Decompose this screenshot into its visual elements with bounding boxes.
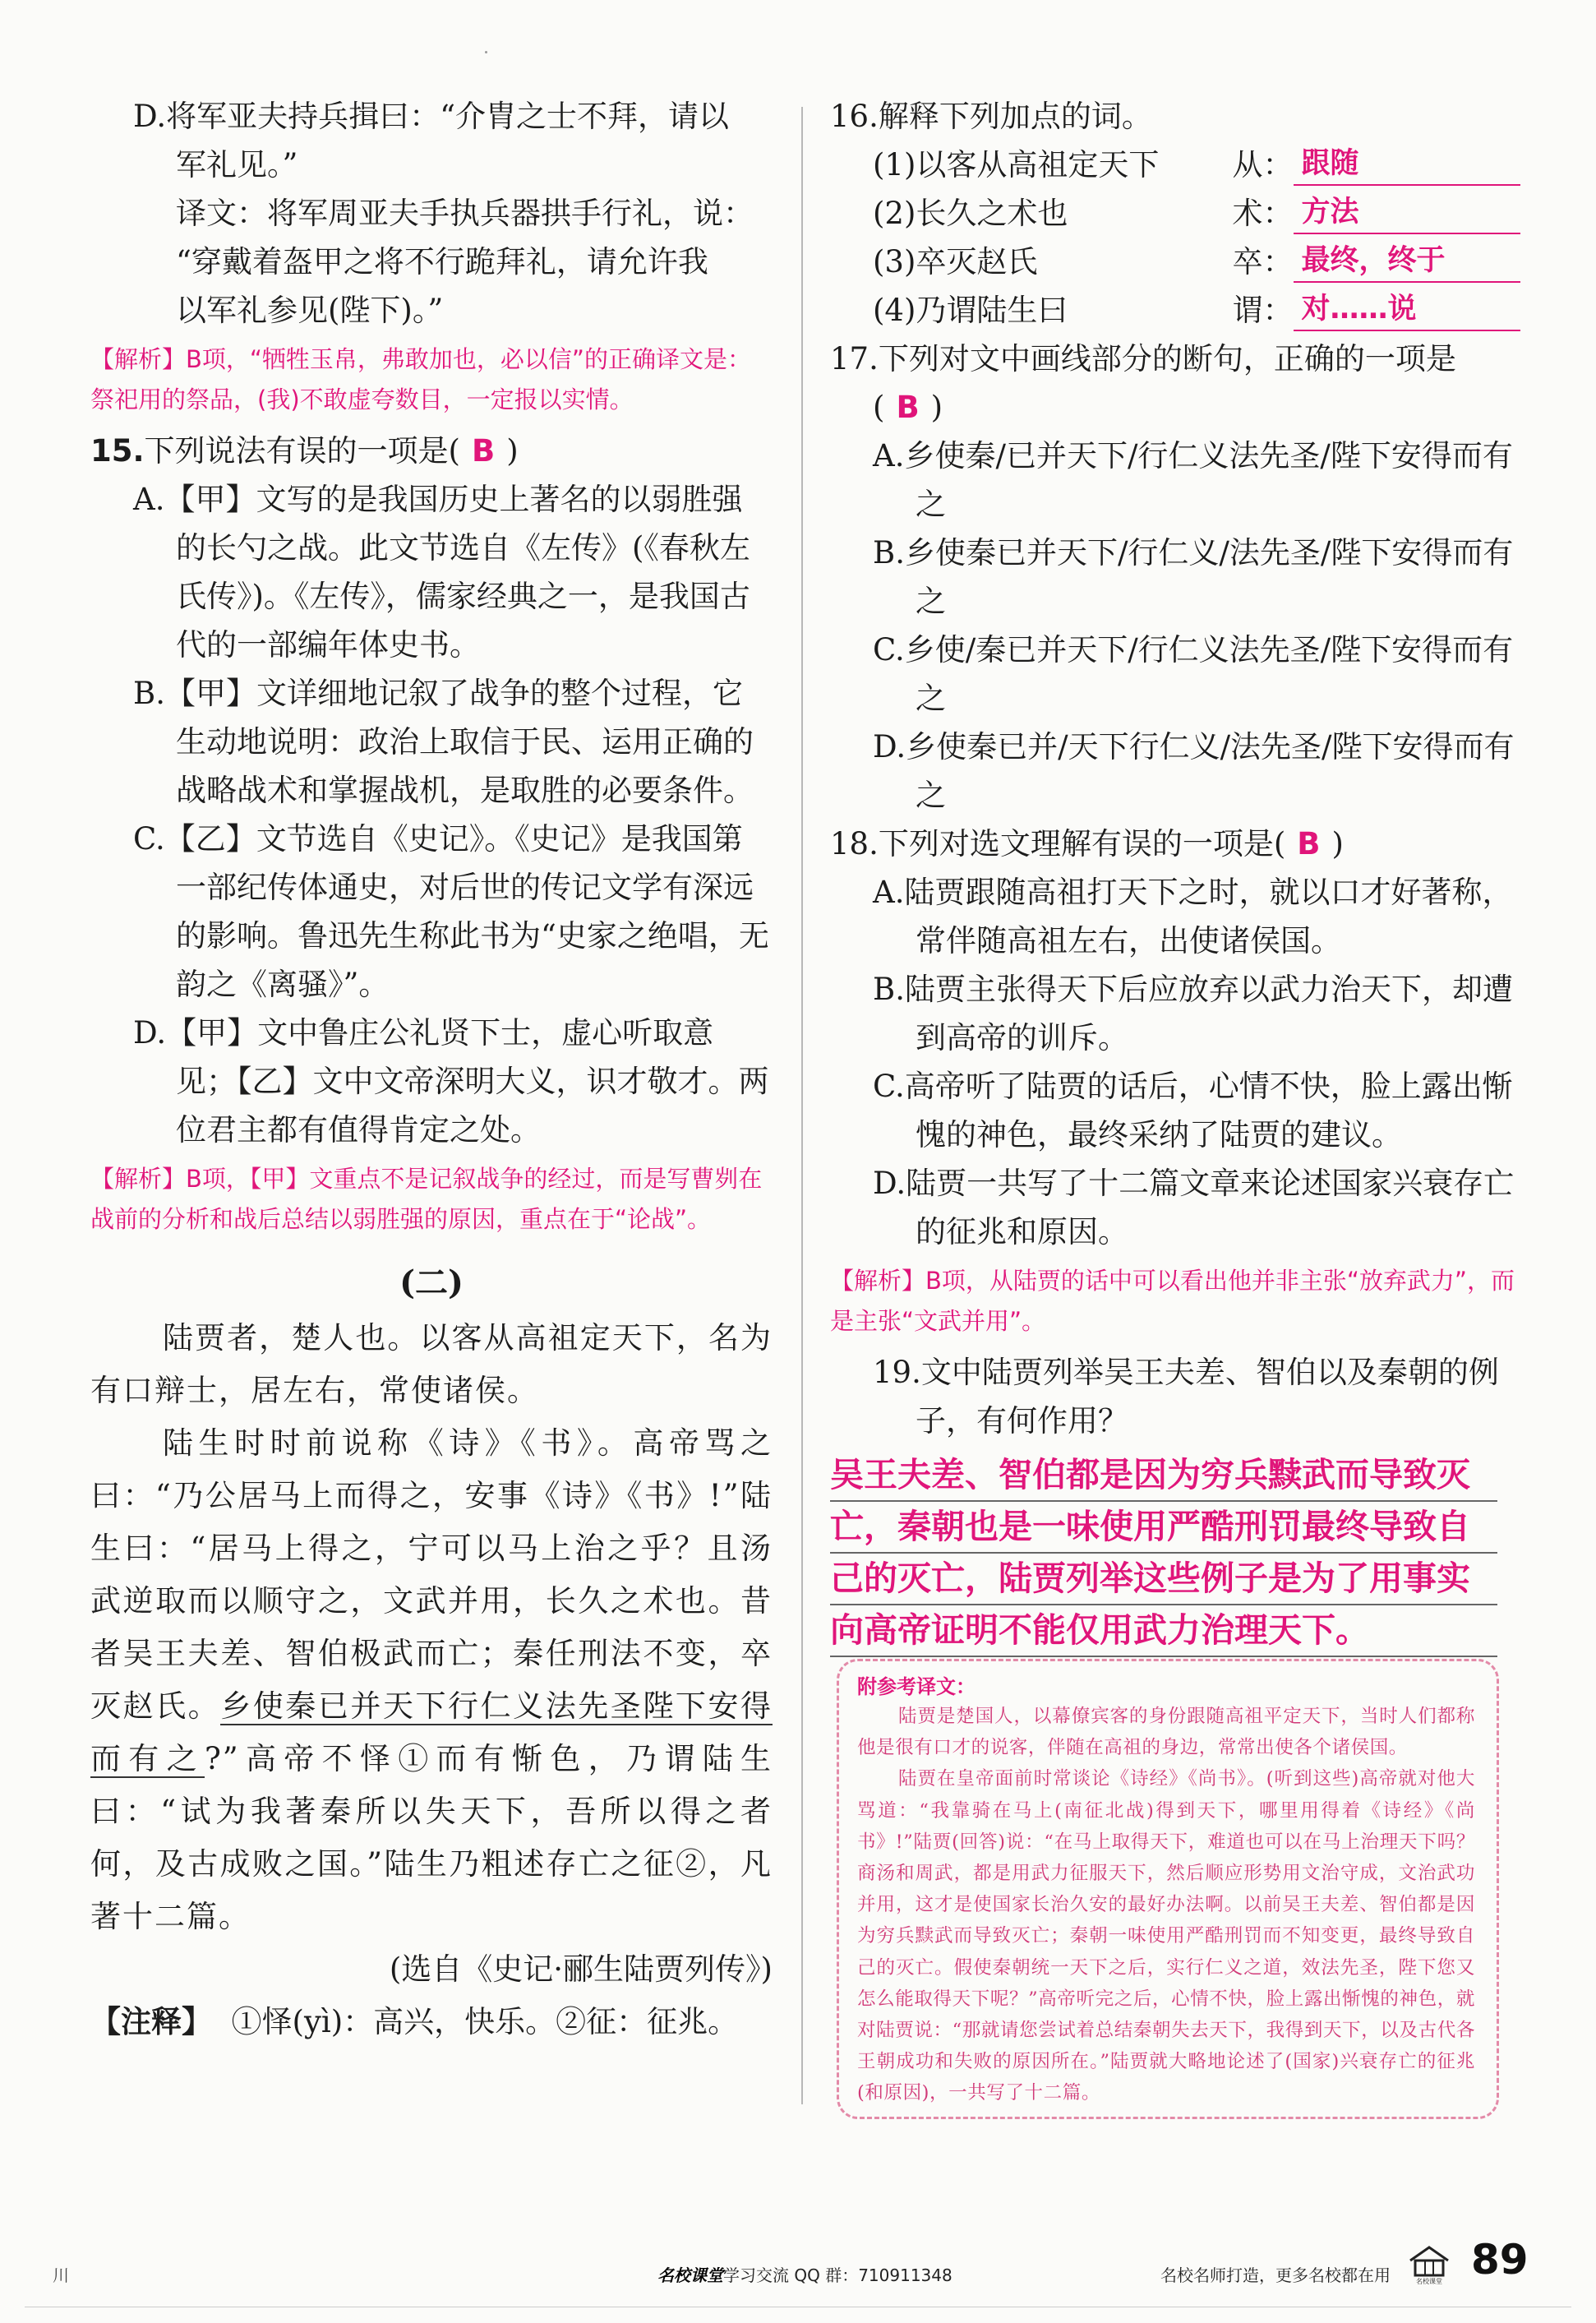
q16-answer-3: 最终，终于 <box>1294 240 1520 283</box>
q16-phrase-1: (1)以客从高祖定天下 <box>873 147 1160 182</box>
q14-analysis-line1: 【解析】B项，“牺牲玉帛，弗敢加也，必以信”的正确译文是： <box>90 345 751 373</box>
q15-analysis: 【解析】B项，【甲】文重点不是记叙战争的经过，而是写曹刿在战前的分析和战后总结以弱胜强的原因，重点在于“论战”。 <box>90 1165 763 1233</box>
annotations-label: 【注释】 <box>90 2004 212 2039</box>
brand-logo-icon <box>1405 2242 1453 2285</box>
reference-title: 附参考译文： <box>857 1675 976 1698</box>
q16-key-4: 谓： <box>1232 293 1294 328</box>
q15-answer: B <box>471 433 496 469</box>
q16-item-3 <box>830 238 1520 286</box>
q18-option-a: A.陆贾跟随高祖打天下之时，就以口才好著称，常伴随高祖左右，出使诸侯国。 <box>873 875 1513 958</box>
q16-item-2 <box>830 189 1520 238</box>
q16-item-1 <box>830 141 1520 189</box>
q18-stem-text: 18.下列对选文理解有误的一项是( <box>830 826 1286 861</box>
q18-option-b: B.陆贾主张得天下后应放弃以武力治天下，却遭到高帝的训斥。 <box>873 972 1513 1055</box>
q15-option-d: D.【甲】文中鲁庄公礼贤下士，虚心听取意见；【乙】文中文帝深明大义，识才敬才。两位君主都有值得肯定之处。 <box>133 1015 769 1148</box>
q18-option-d: D.陆贾一共写了十二篇文章来论述国家兴衰存亡的征兆和原因。 <box>873 1166 1515 1249</box>
q16-phrase-3: (3)卒灭赵氏 <box>873 244 1038 279</box>
q16-item-4 <box>830 286 1520 335</box>
q19-answer <box>830 1450 1497 1657</box>
right-column <box>830 92 1520 1657</box>
q16-stem: 16.解释下列加点的词。 <box>830 99 1152 134</box>
q18-answer: B <box>1297 826 1321 861</box>
q16-key-1: 从： <box>1232 147 1294 182</box>
q14-analysis <box>90 339 773 420</box>
q17-option-a: A.乡使秦/已并天下/行仁义法先圣/陛下安得而有之 <box>873 438 1513 522</box>
q15-option-b: B.【甲】文详细地记叙了战争的整个过程，它生动地说明：政治上取信于民、运用正确的战略战术和掌握战机，是取胜的必要条件。 <box>133 676 754 808</box>
q19-answer-line-3: 己的灭亡，陆贾列举这些例子是为了用事实 <box>830 1554 1497 1605</box>
q15-option-a: A.【甲】文写的是我国历史上著名的以弱胜强的长勺之战。此文节选自《左传》(《春秋左氏传》)。《左传》，儒家经典之一，是我国古代的一部编年体史书。 <box>133 482 750 663</box>
passage-paragraph-2 <box>90 1417 773 1943</box>
footer-region-mark: 川 <box>53 2265 69 2285</box>
q19-answer-line-2: 亡，秦朝也是一味使用严酷刑罚最终导致自 <box>830 1502 1497 1554</box>
q14-translation-2: “穿戴着盔甲之将不行跪拜礼，请允许我 <box>176 244 708 279</box>
reference-translation-box <box>837 1659 1499 2119</box>
q14-option-d: D.将军亚夫持兵揖曰：“介胄之士不拜，请以 <box>133 99 730 134</box>
q15-stem-text: 下列说法有误的一项是( <box>144 433 460 469</box>
q16-key-3: 卒： <box>1232 244 1294 279</box>
q14-option-d-cont: 军礼见。” <box>176 147 298 182</box>
q17-option-c: C.乡使/秦已并天下/行仁义法先圣/陛下安得而有之 <box>873 632 1514 716</box>
q19-answer-line-4: 向高帝证明不能仅用武力治理天下。 <box>830 1605 1497 1657</box>
reference-paragraph-1: 陆贾是楚国人，以幕僚宾客的身份跟随高祖平定天下，当时人们都称他是很有口才的说客，伴随在高祖的身边，常常出使各个诸侯国。 <box>857 1706 1475 1759</box>
q15-stem <box>90 427 773 475</box>
left-column <box>90 92 773 2048</box>
q17-option-b: B.乡使秦已并天下/行仁义/法先圣/陛下安得而有之 <box>873 535 1514 619</box>
q16-phrase-4: (4)乃谓陆生曰 <box>873 293 1068 328</box>
q14-analysis-line2: 祭祀用的祭品，(我)不敢虚夸数目，一定报以实情。 <box>90 386 634 413</box>
q18-stem-close: ) <box>1331 826 1344 861</box>
q19-answer-line-1: 吴王夫差、智伯都是因为穷兵黩武而导致灭 <box>830 1450 1497 1502</box>
annotations-text: ①怿(yì)：高兴，快乐。②征：征兆。 <box>231 2004 739 2039</box>
footer-qq-text: 学习交流 QQ 群：710911348 <box>723 2265 953 2285</box>
passage-p2-text-b: ?”高帝不怿①而有惭色，乃谓陆生曰：“试为我著秦所以失天下，吾所以得之者何，及古成败之国。”陆生乃粗述存亡之征②，凡著十二篇。 <box>90 1741 773 1934</box>
q14-translation-1: 译文：将军周亚夫手执兵器拱手行礼，说： <box>176 196 754 231</box>
q15-stem-close: ) <box>506 433 519 469</box>
q16-key-2: 术： <box>1232 196 1294 231</box>
passage-paragraph-1: 陆贾者，楚人也。以客从高祖定天下，名为有口辩士，居左右，常使诸侯。 <box>90 1320 773 1408</box>
reference-paragraph-2: 陆贾在皇帝面前时常谈论《诗经》《尚书》。(听到这些)高帝就对他大骂道：“我靠骑在马上(南征北战)得到天下，哪里用得着《诗经》《尚书》!”陆贾(回答)说：“在马上取得天下，难道也可以在马上治理天下吗？商汤和周武，都是用武力征服天下，然后顺应形势用文治守成，文治武功并用，这才是使国家长治久安的最好办法啊。以前吴王夫差、智伯都是因为穷兵黩武而导致灭亡；秦朝一味使用严酷刑罚而不知变更，最终导致自己的灭亡。假使秦朝统一天下之后，实行仁义之道，效法先圣，陛下您又怎么能取得天下呢？”高帝听完之后，心情不快，脸上露出惭愧的神色，就对陆贾说：“那就请您尝试着总结秦朝失去天下，我得到天下，以及古代各王朝成功和失败的原因所在。”陆贾就大略地论述了(国家)兴衰存亡的征兆(和原因)，一共写了十二篇。 <box>857 1768 1475 2104</box>
logo-text: 名校课堂 <box>1416 2278 1442 2285</box>
q15-option-c: C.【乙】文节选自《史记》。《史记》是我国第一部纪传体通史，对后世的传记文学有深远的影响。鲁迅先生称此书为“史家之绝唱，无韵之《离骚》”。 <box>133 821 769 1002</box>
footer-slogan: 名校名师打造，更多名校都在用 <box>1160 2265 1391 2285</box>
section-2-title: (二) <box>399 1263 464 1302</box>
q14-translation-3: 以军礼参见(陛下)。” <box>176 293 444 328</box>
q17-answer: B <box>896 390 920 425</box>
q18-analysis: 【解析】B项，从陆贾的话中可以看出他并非主张“放弃武力”，而是主张“文武并用”。 <box>830 1267 1515 1335</box>
footer-brand: 名校课堂 <box>657 2265 723 2285</box>
q17-answer-line: ( B ) <box>873 390 943 425</box>
q18-option-c: C.高帝听了陆贾的话后，心情不快，脸上露出惭愧的神色，最终采纳了陆贾的建议。 <box>873 1069 1513 1152</box>
passage-p2-text-a: 陆生时时前说称《诗》《书》。高帝骂之曰：“乃公居马上而得之，安事《诗》《书》!”陆生曰：“居马上得之，宁可以马上治之乎？且汤武逆取而以顺守之，文武并用，长久之术也。昔者吴王夫差、智伯极武而亡；秦任刑法不变，卒灭赵氏。 <box>90 1425 773 1724</box>
print-mark <box>485 51 487 53</box>
q17-option-d: D.乡使秦已并/天下行仁义/法先圣/陛下安得而有之 <box>873 729 1515 813</box>
q16-answer-2: 方法 <box>1294 192 1520 234</box>
q19-stem: 19.文中陆贾列举吴王夫差、智伯以及秦朝的例子，有何作用？ <box>873 1355 1499 1439</box>
q16-answer-4: 对……说 <box>1294 289 1520 331</box>
q15-number: 15. <box>90 433 145 469</box>
passage-underlined-sentence: 乡使秦已并天下行仁义法先圣陛下安得而有之 <box>90 1688 773 1776</box>
q17-stem: 17.下列对文中画线部分的断句，正确的一项是 <box>830 341 1456 376</box>
q18-stem <box>830 820 1520 868</box>
column-divider <box>801 107 803 2104</box>
footer-qq-group <box>657 2262 953 2286</box>
q16-phrase-2: (2)长久之术也 <box>873 196 1068 231</box>
q16-answer-1: 跟随 <box>1294 143 1520 186</box>
page-number: 89 <box>1471 2236 1529 2284</box>
passage-source: (选自《史记·郦生陆贾列传》) <box>389 1951 773 1987</box>
annotations <box>90 1996 773 2048</box>
